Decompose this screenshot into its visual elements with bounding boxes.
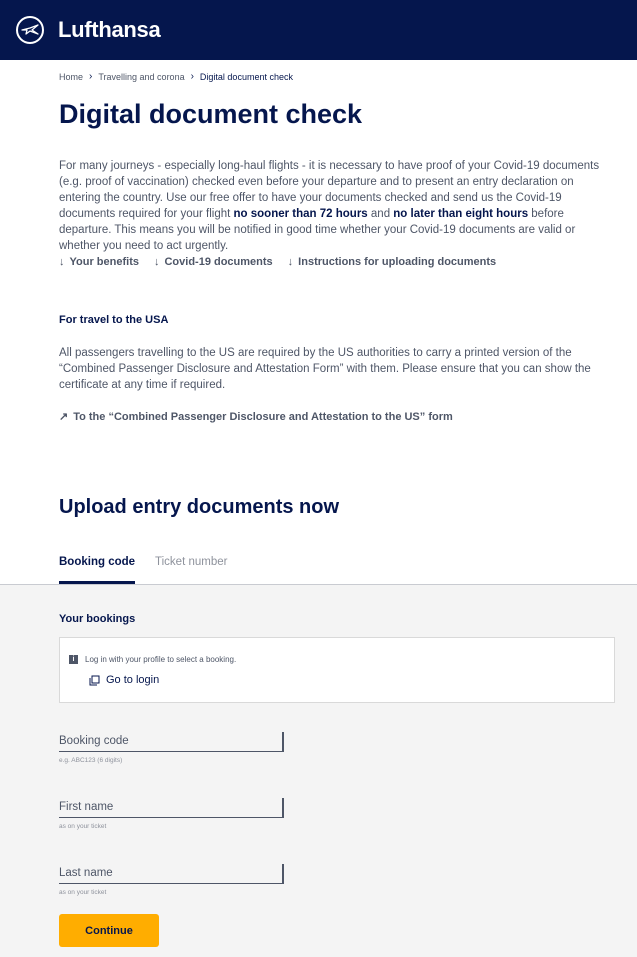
login-notice-box xyxy=(59,637,615,703)
anchor-label: Your benefits xyxy=(69,256,139,268)
intro-emphasis-max: no later than eight hours xyxy=(393,208,529,220)
chevron-right-icon: › xyxy=(190,71,194,82)
arrow-down-icon: ↓ xyxy=(59,256,65,268)
breadcrumb xyxy=(59,71,293,82)
tab-booking-code[interactable]: Booking code xyxy=(59,556,135,584)
anchor-label: Instructions for uploading documents xyxy=(298,256,497,268)
first-name-input[interactable] xyxy=(59,798,284,818)
page-title: Digital document check xyxy=(59,99,363,129)
upload-heading: Upload entry documents now xyxy=(59,496,340,518)
breadcrumb-current: Digital document check xyxy=(199,71,293,82)
tab-ticket-number[interactable]: Ticket number xyxy=(155,556,228,568)
last-name-field xyxy=(59,863,284,896)
booking-code-hint: e.g. ABC123 (6 digits) xyxy=(59,756,123,764)
first-name-hint: as on your ticket xyxy=(59,822,107,830)
usa-heading: For travel to the USA xyxy=(59,314,169,326)
usa-paragraph: All passengers travelling to the US are required by the US authorities to carry a printed version of the “Combined Passenger Disclosure and Attestation Form” with them. Please ensure that you can show the certificate at any time if required. xyxy=(59,347,591,391)
crane-logo-icon[interactable] xyxy=(16,16,44,44)
intro-text: before departure. This means you will be notified in good time whether your Covid-19 documents are valid or whether you need to act urgently. xyxy=(59,208,576,252)
chevron-right-icon: › xyxy=(89,71,93,82)
bookings-heading: Your bookings xyxy=(59,613,136,625)
login-info-text: Log in with your profile to select a booking. xyxy=(85,655,237,664)
go-to-login-link[interactable] xyxy=(89,674,159,686)
intro-emphasis-min: no sooner than 72 hours xyxy=(233,208,368,220)
continue-button[interactable]: Continue xyxy=(59,914,159,947)
booking-code-field xyxy=(59,731,284,764)
booking-code-input[interactable] xyxy=(59,732,284,752)
intro-text: For many journeys - especially long-haul flights - it is necessary to have proof of your Covid-19 documents (e.g. proof of vaccination) checked even before your departure and to present an entry declaration on entering the country. Use our free offer to have your documents checked and send us the Covid-19 documents required for your flight xyxy=(59,160,600,220)
first-name-field xyxy=(59,797,284,830)
anchor-covid-documents[interactable] xyxy=(154,256,273,268)
breadcrumb-home[interactable]: Home xyxy=(59,71,84,82)
anchor-upload-instructions[interactable] xyxy=(288,256,497,268)
anchor-label: Covid-19 documents xyxy=(164,256,273,268)
intro-paragraph xyxy=(59,158,615,254)
anchor-links xyxy=(59,256,496,268)
arrow-down-icon: ↓ xyxy=(287,256,294,268)
upload-tabs xyxy=(59,556,227,584)
last-name-input[interactable] xyxy=(59,864,284,884)
usa-form-link-label: To the “Combined Passenger Disclosure and Attestation to the US” form xyxy=(73,410,453,423)
login-info-row xyxy=(69,655,236,664)
go-to-login-label: Go to login xyxy=(106,674,160,686)
login-window-icon xyxy=(89,675,100,686)
info-icon: i xyxy=(69,655,78,664)
external-link-arrow-icon: ↗ xyxy=(59,411,69,423)
brand-name[interactable]: Lufthansa xyxy=(58,17,161,42)
intro-text: and xyxy=(367,208,394,220)
site-header xyxy=(0,0,637,60)
arrow-down-icon: ↓ xyxy=(153,256,160,268)
last-name-hint: as on your ticket xyxy=(59,888,107,896)
breadcrumb-travelling-corona[interactable]: Travelling and corona xyxy=(98,71,185,82)
anchor-your-benefits[interactable] xyxy=(59,256,139,268)
usa-form-link[interactable] xyxy=(59,410,453,423)
